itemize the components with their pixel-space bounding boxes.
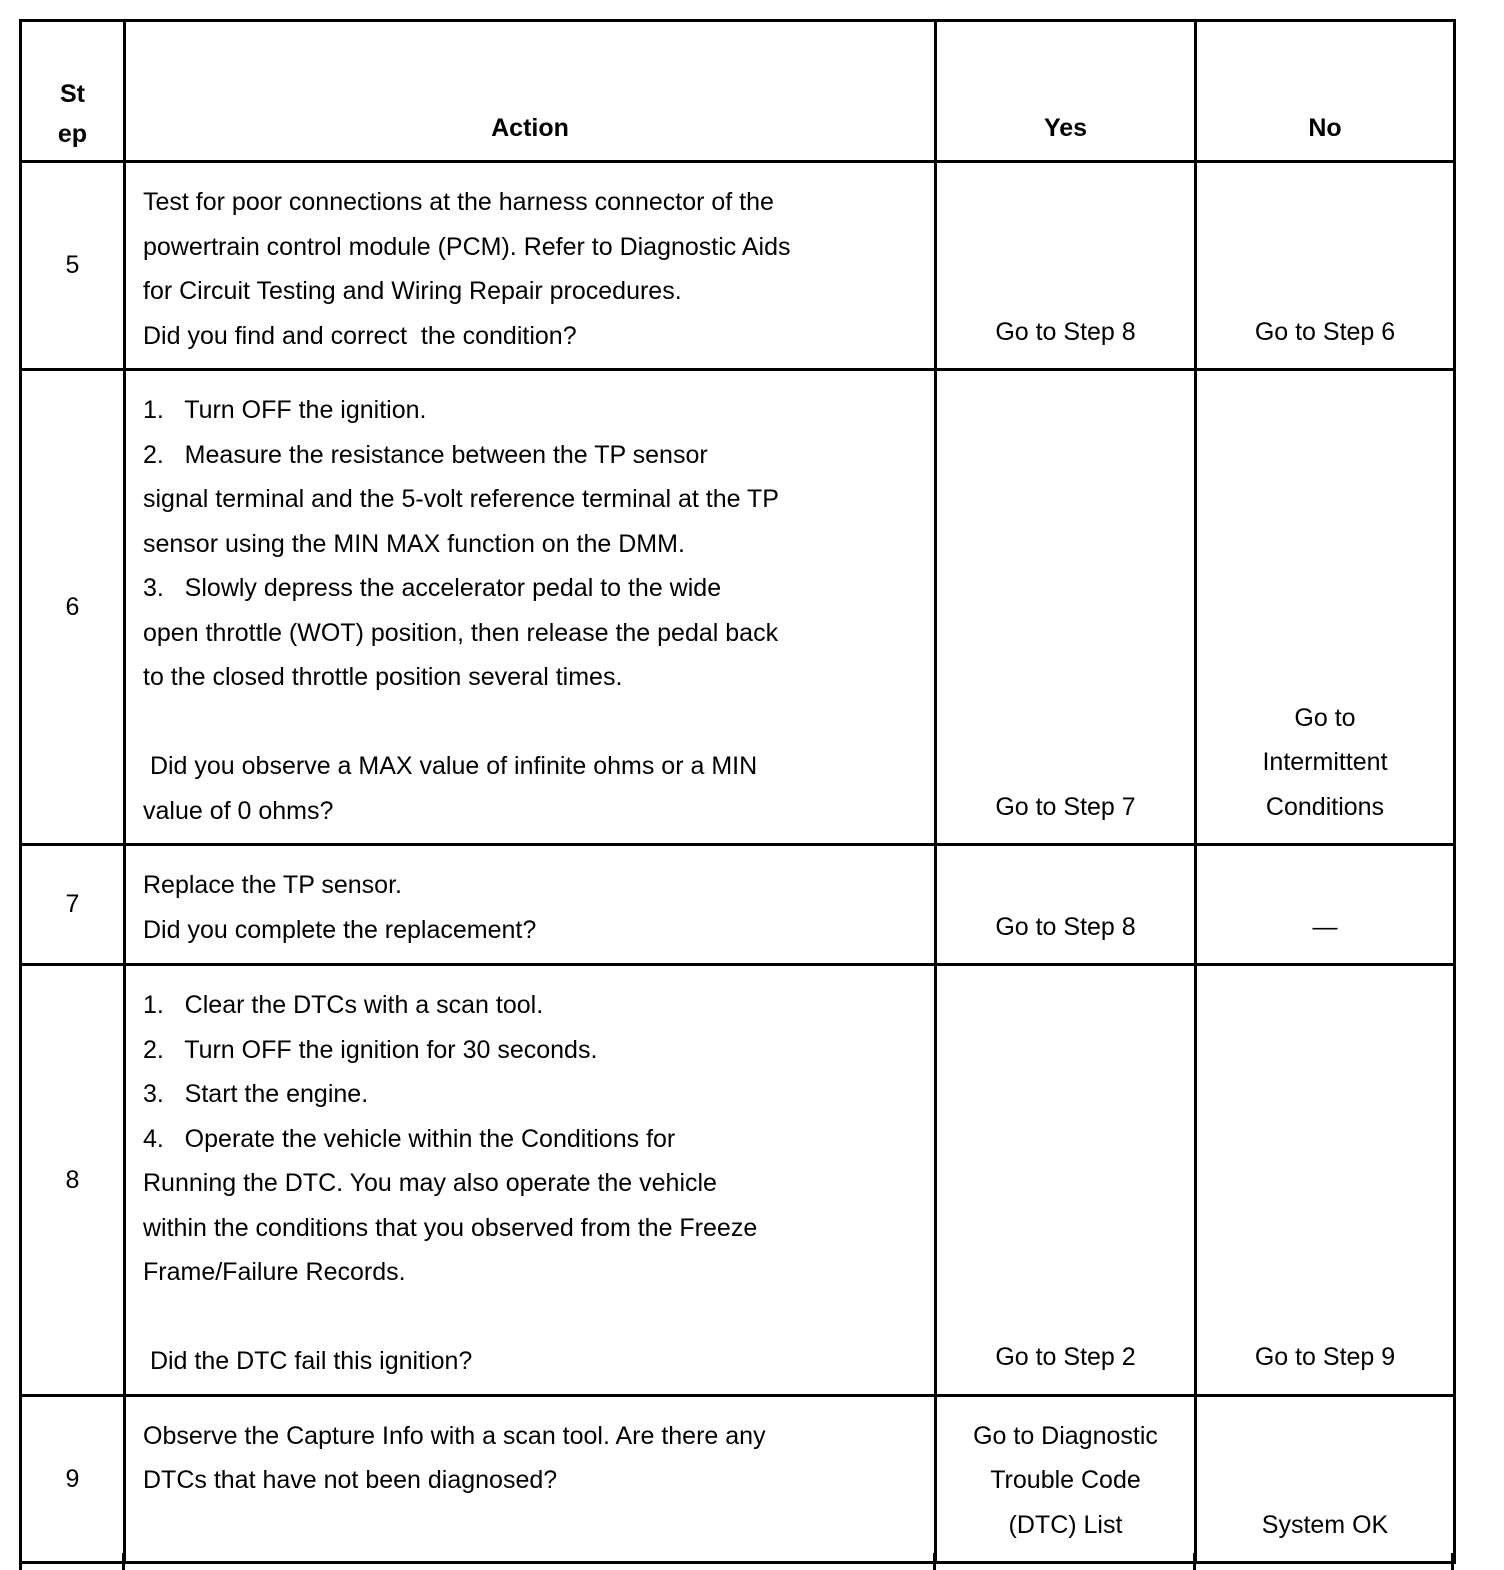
action-line: 1. Clear the DTCs with a scan tool. [143, 991, 544, 1019]
no-cell [1196, 162, 1455, 370]
table-row [21, 162, 1455, 370]
table-row [21, 965, 1455, 1396]
action-line: signal terminal and the 5-volt reference terminal at the TP [143, 485, 779, 513]
header-step-line: St [60, 80, 85, 108]
yes-line: Go to Step 8 [995, 317, 1136, 346]
yes-line: Go to Step 2 [995, 1343, 1136, 1371]
action-line: Did the DTC fail this ignition? [143, 1347, 473, 1375]
action-line: Did you complete the replacement? [143, 915, 537, 944]
action-line: Did you find and correct the condition? [143, 321, 577, 350]
action-line: 1. Turn OFF the ignition. [143, 396, 427, 424]
action-line [143, 1295, 924, 1340]
action-line: for Circuit Testing and Wiring Repair procedures. [143, 277, 682, 305]
step-cell: 9 [21, 1395, 125, 1563]
action-line [143, 700, 924, 745]
no-line: Conditions [1265, 792, 1385, 821]
action-line: Test for poor connections at the harness connector of the [143, 188, 774, 216]
header-no: No [1196, 21, 1455, 162]
action-line: open throttle (WOT) position, then release the pedal back [143, 618, 779, 647]
action-line: DTCs that have not been diagnosed? [143, 1466, 558, 1494]
yes-cell [936, 162, 1196, 370]
action-line: 4. Operate the vehicle within the Conditions for [143, 1124, 676, 1153]
action-cell [125, 845, 936, 965]
border-tick [19, 1553, 22, 1570]
action-line: Replace the TP sensor. [143, 871, 402, 899]
diagnostic-steps-table [19, 19, 1456, 1564]
action-line: sensor using the MIN MAX function on the DMM. [143, 529, 685, 558]
no-cell [1196, 370, 1455, 845]
action-line: to the closed throttle position several times. [143, 663, 623, 691]
header-step [21, 21, 125, 162]
step-cell: 8 [21, 965, 125, 1396]
border-tick [1193, 1553, 1196, 1570]
action-cell [125, 162, 936, 370]
yes-line: (DTC) List [1008, 1510, 1123, 1539]
no-cell [1196, 965, 1455, 1396]
step-cell: 6 [21, 370, 125, 845]
table-row [21, 370, 1455, 845]
no-cell [1196, 845, 1455, 965]
action-line: value of 0 ohms? [143, 796, 334, 825]
action-line: Observe the Capture Info with a scan tool. Are there any [143, 1421, 766, 1450]
table-row [21, 1395, 1455, 1563]
step-cell: 7 [21, 845, 125, 965]
header-row [21, 21, 1455, 162]
action-line: Running the DTC. You may also operate the vehicle [143, 1169, 717, 1197]
yes-cell [936, 845, 1196, 965]
action-line: within the conditions that you observed from the Freeze [143, 1213, 758, 1242]
no-line: Go to Step 9 [1254, 1343, 1396, 1371]
border-tick [122, 1553, 125, 1570]
no-line: Go to [1294, 703, 1356, 732]
action-line: powertrain control module (PCM). Refer to Diagnostic Aids [143, 232, 791, 261]
no-line: Go to Step 6 [1254, 317, 1396, 346]
no-line: — [1312, 912, 1338, 941]
action-cell [125, 1395, 936, 1563]
step-cell: 5 [21, 162, 125, 370]
no-line: System OK [1261, 1510, 1389, 1539]
yes-line: Go to Step 8 [995, 912, 1136, 941]
action-line: Did you observe a MAX value of infinite ohms or a MIN [143, 752, 758, 780]
action-line: 3. Slowly depress the accelerator pedal to the wide [143, 574, 722, 602]
yes-cell [936, 965, 1196, 1396]
yes-line: Go to Step 7 [995, 792, 1136, 821]
header-action: Action [125, 21, 936, 162]
yes-cell [936, 370, 1196, 845]
yes-line: Trouble Code [990, 1466, 1141, 1494]
header-yes: Yes [936, 21, 1196, 162]
border-tick [1451, 1553, 1454, 1570]
action-line: 3. Start the engine. [143, 1080, 369, 1108]
no-cell [1196, 1395, 1455, 1563]
header-step-line: ep [57, 120, 88, 148]
action-cell [125, 370, 936, 845]
yes-line: Go to Diagnostic [973, 1421, 1158, 1450]
action-line: 2. Measure the resistance between the TP sensor [143, 440, 708, 469]
border-tick [933, 1553, 936, 1570]
action-cell [125, 965, 936, 1396]
action-line: 2. Turn OFF the ignition for 30 seconds. [143, 1035, 598, 1064]
action-line: Frame/Failure Records. [143, 1258, 406, 1286]
yes-cell [936, 1395, 1196, 1563]
no-line: Intermittent [1262, 748, 1388, 776]
table-row [21, 845, 1455, 965]
